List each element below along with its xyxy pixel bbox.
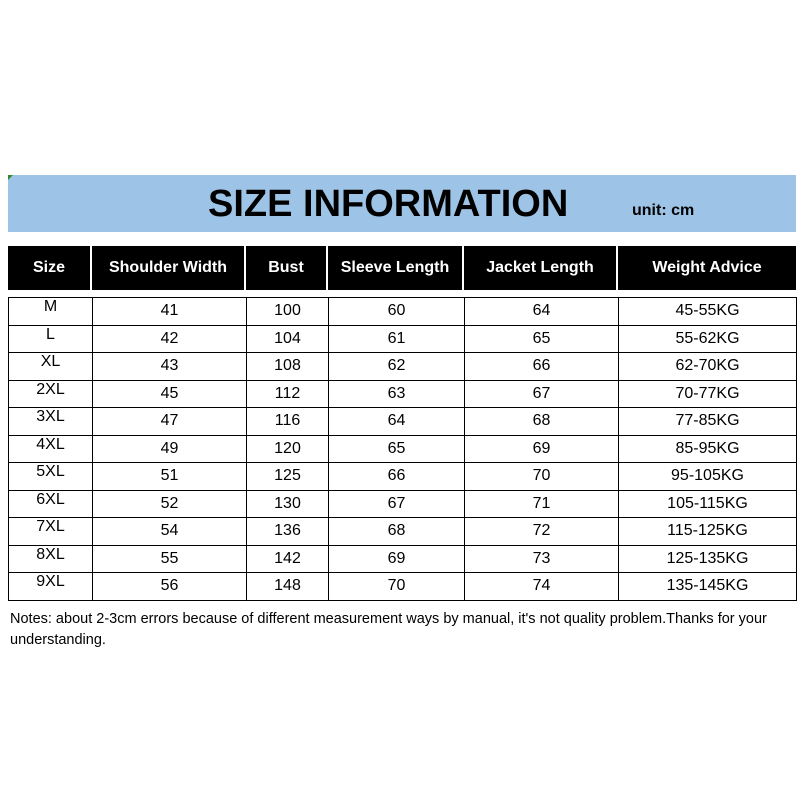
cell-weight-advice: 135-145KG [619,573,797,601]
cell-jacket-length: 73 [465,545,619,573]
table-row [9,408,797,436]
cell-weight-advice: 70-77KG [619,380,797,408]
cell-bust: 130 [247,490,329,518]
cell-bust: 136 [247,518,329,546]
table-row [9,353,797,381]
cell-bust: 112 [247,380,329,408]
size-table-body [9,298,797,601]
cell-sleeve-length: 63 [329,380,465,408]
cell-sleeve-length: 66 [329,463,465,491]
cell-shoulder-width: 45 [93,380,247,408]
cell-bust: 104 [247,325,329,353]
page-title: SIZE INFORMATION [208,183,569,225]
cell-jacket-length: 71 [465,490,619,518]
cell-shoulder-width: 51 [93,463,247,491]
table-row [9,573,797,601]
table-row [9,518,797,546]
cell-size: 6XL [9,490,93,518]
notes-text: Notes: about 2-3cm errors because of different measurement ways by manual, it's not quality problem.Thanks for your understanding. [10,611,767,648]
cell-size: XL [9,353,93,381]
cell-sleeve-length: 64 [329,408,465,436]
cell-jacket-length: 68 [465,408,619,436]
cell-sleeve-length: 65 [329,435,465,463]
cell-sleeve-length: 70 [329,573,465,601]
table-header [8,246,796,290]
table-row [9,435,797,463]
cell-weight-advice: 95-105KG [619,463,797,491]
column-header-bust: Bust [246,246,328,290]
cell-jacket-length: 64 [465,298,619,326]
column-header-shoulder-width: Shoulder Width [92,246,246,290]
table-row [9,463,797,491]
cell-sleeve-length: 61 [329,325,465,353]
cell-jacket-length: 74 [465,573,619,601]
unit-label: unit: cm [632,202,695,219]
cell-size: 2XL [9,380,93,408]
cell-jacket-length: 72 [465,518,619,546]
cell-size: 9XL [9,573,93,601]
cell-weight-advice: 62-70KG [619,353,797,381]
cell-size: L [9,325,93,353]
column-header-jacket-length: Jacket Length [464,246,618,290]
cell-weight-advice: 125-135KG [619,545,797,573]
cell-shoulder-width: 52 [93,490,247,518]
cell-shoulder-width: 42 [93,325,247,353]
cell-jacket-length: 65 [465,325,619,353]
cell-sleeve-length: 62 [329,353,465,381]
cell-size: 5XL [9,463,93,491]
cell-sleeve-length: 60 [329,298,465,326]
cell-size: 3XL [9,408,93,436]
cell-bust: 142 [247,545,329,573]
table-row [9,325,797,353]
cell-weight-advice: 55-62KG [619,325,797,353]
cell-size: M [9,298,93,326]
cell-jacket-length: 67 [465,380,619,408]
column-header-sleeve-length: Sleeve Length [328,246,464,290]
cell-jacket-length: 66 [465,353,619,381]
size-table [8,297,797,601]
cell-shoulder-width: 49 [93,435,247,463]
corner-marker [8,175,13,180]
cell-sleeve-length: 68 [329,518,465,546]
cell-weight-advice: 115-125KG [619,518,797,546]
cell-bust: 116 [247,408,329,436]
cell-bust: 108 [247,353,329,381]
title-banner [8,175,796,232]
cell-shoulder-width: 43 [93,353,247,381]
table-row [9,380,797,408]
cell-shoulder-width: 41 [93,298,247,326]
cell-size: 8XL [9,545,93,573]
cell-shoulder-width: 47 [93,408,247,436]
cell-bust: 125 [247,463,329,491]
cell-weight-advice: 105-115KG [619,490,797,518]
column-header-weight-advice: Weight Advice [618,246,796,290]
column-header-size: Size [8,246,92,290]
cell-bust: 100 [247,298,329,326]
cell-bust: 120 [247,435,329,463]
cell-bust: 148 [247,573,329,601]
cell-sleeve-length: 67 [329,490,465,518]
cell-sleeve-length: 69 [329,545,465,573]
cell-jacket-length: 70 [465,463,619,491]
table-row [9,298,797,326]
cell-size: 7XL [9,518,93,546]
cell-shoulder-width: 55 [93,545,247,573]
cell-weight-advice: 45-55KG [619,298,797,326]
cell-weight-advice: 85-95KG [619,435,797,463]
cell-weight-advice: 77-85KG [619,408,797,436]
cell-size: 4XL [9,435,93,463]
cell-shoulder-width: 54 [93,518,247,546]
table-row [9,490,797,518]
table-row [9,545,797,573]
cell-shoulder-width: 56 [93,573,247,601]
cell-jacket-length: 69 [465,435,619,463]
